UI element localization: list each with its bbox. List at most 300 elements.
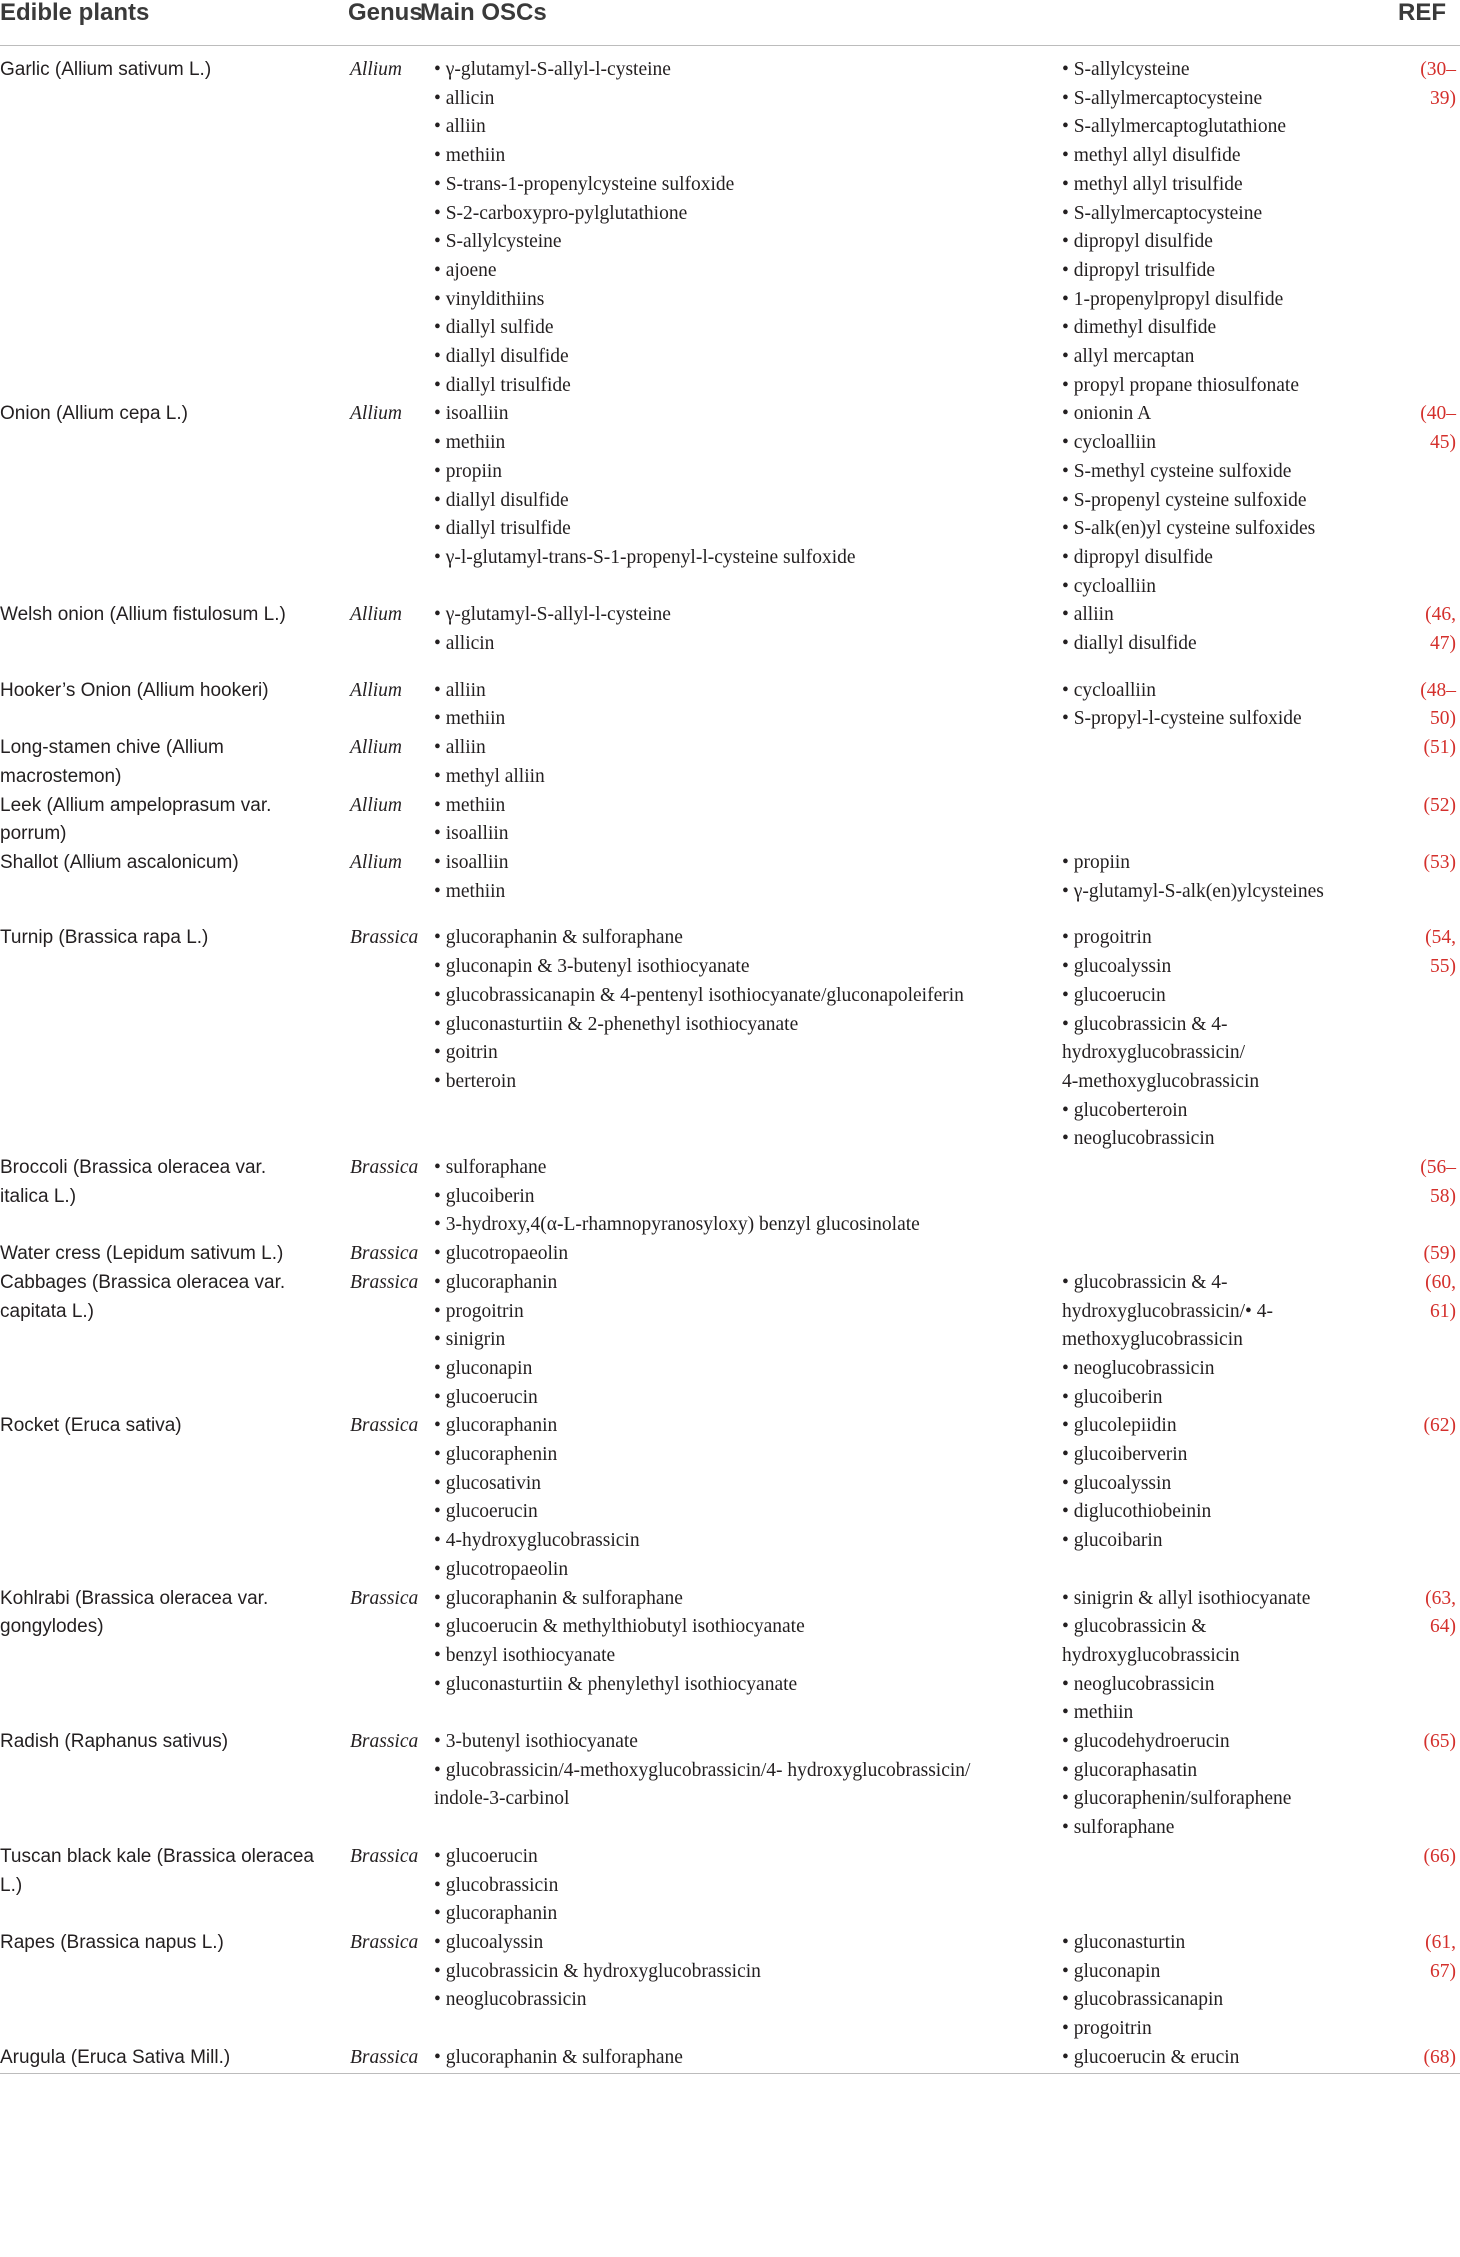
- osc-compound: glucosativin: [445, 1472, 542, 1494]
- osc-item: [434, 1498, 1054, 1527]
- osc-compound: methiin: [445, 880, 506, 902]
- osc-item: [434, 1556, 1054, 1585]
- plant-name: Leek (Allium ampeloprasum var. porrum): [0, 794, 272, 845]
- osc-item: [1062, 1355, 1412, 1384]
- osc-item: [1062, 601, 1412, 630]
- table-row: [0, 2044, 1460, 2073]
- ref-cell: [1412, 792, 1460, 849]
- osc-item: [434, 1154, 1054, 1183]
- osc-compound: dimethyl disulfide: [1073, 317, 1217, 339]
- plant-name-cell: [0, 1728, 348, 1843]
- reference-link[interactable]: (65): [1423, 1731, 1456, 1753]
- osc-item: [1062, 1814, 1412, 1843]
- osc-item: [1062, 1613, 1412, 1670]
- osc-compound: glucoerucin: [445, 1845, 538, 1867]
- osc-compound: glucoiberin: [445, 1185, 535, 1207]
- osc-item: [1062, 400, 1412, 429]
- osc-list: [434, 1929, 1054, 2015]
- osc-list: [1062, 849, 1412, 906]
- osc-item: [1062, 630, 1412, 659]
- osc-list: [1062, 56, 1412, 400]
- osc-compound: diallyl sulfide: [445, 317, 554, 339]
- osc-column-2: [1054, 46, 1412, 400]
- osc-compound: benzyl isothiocyanate: [445, 1644, 616, 1666]
- osc-column-2: [1054, 734, 1412, 791]
- osc-item: [1062, 924, 1412, 953]
- osc-compound: neoglucobrassicin: [445, 1989, 587, 2011]
- plant-name: Radish (Raphanus sativus): [0, 1731, 229, 1753]
- reference-link[interactable]: (40– 45): [1420, 403, 1456, 454]
- reference-link[interactable]: (51): [1423, 737, 1456, 759]
- osc-compound: 1-propenylpropyl disulfide: [1073, 288, 1284, 310]
- osc-item: [434, 487, 1054, 516]
- osc-compound: alliin: [445, 116, 486, 138]
- osc-list: [434, 1412, 1054, 1584]
- osc-list: [434, 677, 1054, 734]
- osc-compound: glucobrassicin & hydroxyglucobrassicin: [1062, 1616, 1240, 1666]
- genus-name: Allium: [350, 737, 402, 759]
- osc-column-2: [1054, 792, 1412, 849]
- osc-list: [434, 1585, 1054, 1700]
- ref-cell: [1412, 1585, 1460, 1729]
- osc-compound: methyl allyl trisulfide: [1073, 173, 1243, 195]
- osc-compound: methyl alliin: [445, 765, 545, 787]
- osc-list: [434, 1269, 1054, 1413]
- osc-item: [1062, 953, 1412, 982]
- osc-item: [434, 286, 1054, 315]
- table-row: [0, 849, 1460, 924]
- table-row: [0, 400, 1460, 601]
- table-row: [0, 677, 1460, 734]
- osc-compound: glucoerucin: [1073, 984, 1166, 1006]
- reference-link[interactable]: (52): [1423, 794, 1456, 816]
- reference-link[interactable]: (62): [1423, 1415, 1456, 1437]
- osc-compound: sinigrin & allyl isothiocyanate: [1073, 1587, 1311, 1609]
- osc-compound: alliin: [445, 679, 486, 701]
- genus-name: Brassica: [350, 1932, 419, 1953]
- osc-column-1: [420, 1843, 1054, 1929]
- osc-compound: diglucothiobeinin: [1073, 1501, 1212, 1523]
- osc-compound: glucobrassicanapin & 4-pentenyl isothiocyanate/gluconapoleiferin: [445, 984, 964, 1006]
- genus-name: Brassica: [350, 927, 419, 949]
- osc-compound: glucoraphanin: [445, 1271, 558, 1293]
- osc-item: [1062, 343, 1412, 372]
- osc-compound: gluconapin: [445, 1357, 533, 1379]
- osc-item: [434, 1900, 1054, 1929]
- osc-item: [434, 1929, 1054, 1958]
- osc-compound: diallyl trisulfide: [445, 518, 571, 540]
- osc-compound: glucoraphanin: [445, 1415, 558, 1437]
- osc-item: [1062, 458, 1412, 487]
- reference-link[interactable]: (61, 67): [1425, 1932, 1456, 1982]
- osc-item: [1062, 1011, 1412, 1097]
- osc-compound: cycloalliin: [1073, 432, 1157, 454]
- osc-item: [434, 878, 1054, 907]
- osc-list: [434, 734, 1054, 791]
- plant-name: Kohlrabi (Brassica oleracea var. gongylodes): [0, 1587, 269, 1638]
- osc-compound: cycloalliin: [1073, 679, 1157, 701]
- osc-item: [434, 705, 1054, 734]
- ref-cell: [1412, 1154, 1460, 1240]
- osc-column-1: [420, 1269, 1054, 1413]
- osc-compound: S-allylmercaptoglutathione: [1073, 116, 1286, 138]
- osc-list: [1062, 924, 1412, 1154]
- osc-column-1: [420, 2044, 1054, 2073]
- osc-item: [1062, 314, 1412, 343]
- osc-item: [434, 1671, 1054, 1700]
- genus-name: Brassica: [350, 1271, 419, 1293]
- table-row: [0, 1728, 1460, 1843]
- osc-compound: glucoalyssin: [445, 1932, 544, 1953]
- ref-cell: [1412, 1240, 1460, 1269]
- osc-item: [1062, 1699, 1412, 1728]
- osc-list: [1062, 1728, 1412, 1843]
- genus-cell: [348, 849, 420, 924]
- osc-item: [434, 1728, 1054, 1757]
- osc-item: [1062, 1498, 1412, 1527]
- reference-link[interactable]: (46, 47): [1425, 604, 1456, 655]
- osc-compound: gluconasturtin: [1073, 1932, 1186, 1953]
- osc-compound: 3-butenyl isothiocyanate: [445, 1731, 638, 1753]
- osc-list: [1062, 1929, 1412, 2044]
- osc-compound: dipropyl trisulfide: [1073, 259, 1216, 281]
- osc-column-1: [420, 1154, 1054, 1240]
- osc-item: [1062, 1527, 1412, 1556]
- osc-item: [434, 400, 1054, 429]
- osc-compound: S-propyl-l-cysteine sulfoxide: [1073, 708, 1302, 730]
- osc-compound: goitrin: [445, 1042, 498, 1064]
- osc-column-1: [420, 1929, 1054, 2044]
- osc-column-2: [1054, 849, 1412, 924]
- osc-item: [1062, 142, 1412, 171]
- osc-compound: propyl propane thiosulfonate: [1073, 374, 1299, 396]
- osc-compound: glucoraphenin/sulforaphene: [1073, 1788, 1292, 1810]
- osc-item: [434, 982, 1054, 1011]
- osc-compound: γ-glutamyl-S-allyl-l-cysteine: [445, 604, 671, 626]
- genus-cell: [348, 1154, 420, 1240]
- table-row: [0, 1240, 1460, 1269]
- plant-name-cell: [0, 792, 348, 849]
- plant-name-cell: [0, 677, 348, 734]
- osc-item: [434, 200, 1054, 229]
- osc-compound: gluconasturtiin & 2-phenethyl isothiocyanate: [445, 1013, 799, 1035]
- osc-column-2: [1054, 677, 1412, 734]
- osc-list: [434, 1843, 1054, 1929]
- osc-item: [1062, 1929, 1412, 1958]
- genus-cell: [348, 792, 420, 849]
- osc-compound: glucoerucin: [445, 1501, 538, 1523]
- osc-compound: glucobrassicanapin: [1073, 1989, 1224, 2011]
- osc-item: [1062, 1986, 1412, 2015]
- osc-compound: allicin: [445, 87, 495, 109]
- osc-compound: glucoerucin & erucin: [1073, 2046, 1240, 2068]
- osc-item: [434, 515, 1054, 544]
- genus-cell: [348, 1269, 420, 1413]
- osc-list: [1062, 601, 1412, 658]
- osc-column-2: [1054, 1843, 1412, 1929]
- osc-compound: glucoerucin: [445, 1386, 538, 1408]
- osc-item: [434, 1585, 1054, 1614]
- table-row: [0, 601, 1460, 676]
- osc-item: [1062, 1125, 1412, 1154]
- osc-compound: propiin: [445, 460, 503, 482]
- osc-column-1: [420, 792, 1054, 849]
- ref-cell: [1412, 1843, 1460, 1929]
- osc-item: [434, 630, 1054, 659]
- osc-compound: diallyl disulfide: [445, 489, 569, 511]
- genus-name: Allium: [350, 59, 402, 80]
- osc-compound: glucoraphanin & sulforaphane: [445, 927, 683, 949]
- osc-column-2: [1054, 924, 1412, 1154]
- osc-list: [434, 849, 1054, 906]
- genus-name: Brassica: [350, 1845, 419, 1867]
- osc-item: [1062, 257, 1412, 286]
- osc-column-2: [1054, 1929, 1412, 2044]
- osc-column-2: [1054, 400, 1412, 601]
- osc-item: [434, 953, 1054, 982]
- osc-item: [1062, 1671, 1412, 1700]
- genus-cell: [348, 1929, 420, 2044]
- table-row: [0, 734, 1460, 791]
- plant-name-cell: [0, 1412, 348, 1584]
- osc-compound: glucoraphasatin: [1073, 1759, 1198, 1781]
- plant-name: Arugula (Eruca Sativa Mill.): [0, 2046, 231, 2068]
- osc-item: [434, 1355, 1054, 1384]
- plant-name: Welsh onion (Allium fistulosum L.): [0, 604, 286, 626]
- ref-cell: [1412, 677, 1460, 734]
- osc-list: [434, 1154, 1054, 1240]
- osc-compound: gluconapin: [1073, 1960, 1161, 1982]
- osc-item: [434, 2044, 1054, 2073]
- osc-item: [1062, 849, 1412, 878]
- osc-compound: neoglucobrassicin: [1073, 1357, 1215, 1379]
- osc-item: [1062, 544, 1412, 573]
- osc-item: [434, 763, 1054, 792]
- plant-name-cell: [0, 1269, 348, 1413]
- genus-cell: [348, 1843, 420, 1929]
- osc-item: [434, 1986, 1054, 2015]
- osc-item: [434, 1470, 1054, 1499]
- osc-compound: S-alk(en)yl cysteine sulfoxides: [1073, 518, 1316, 540]
- plant-name: Water cress (Lepidum sativum L.): [0, 1243, 284, 1265]
- osc-compound: glucobrassicin: [445, 1874, 559, 1896]
- osc-compound: glucotropaeolin: [445, 1558, 569, 1580]
- osc-compound: diallyl disulfide: [1073, 633, 1197, 655]
- reference-link[interactable]: (63, 64): [1425, 1587, 1456, 1638]
- osc-compound: gluconapin & 3-butenyl isothiocyanate: [445, 956, 750, 978]
- osc-list: [434, 400, 1054, 572]
- osc-item: [434, 1613, 1054, 1642]
- osc-list: [434, 924, 1054, 1096]
- osc-column-1: [420, 677, 1054, 734]
- plant-name: Onion (Allium cepa L.): [0, 403, 188, 425]
- osc-compound: S-allylcysteine: [445, 231, 562, 253]
- osc-list: [1062, 1412, 1412, 1556]
- osc-item: [434, 1298, 1054, 1327]
- reference-link[interactable]: (68): [1423, 2046, 1456, 2068]
- osc-compound: methiin: [445, 794, 506, 816]
- osc-compound: sulforaphane: [1073, 1817, 1175, 1839]
- osc-item: [1062, 171, 1412, 200]
- osc-compound: dipropyl disulfide: [1073, 546, 1213, 568]
- osc-compound: 3-hydroxy,4(α-L-rhamnopyranosyloxy) benzyl glucosinolate: [445, 1214, 920, 1236]
- osc-item: [1062, 515, 1412, 544]
- osc-compound: glucoraphanin: [445, 1903, 558, 1925]
- osc-item: [1062, 1384, 1412, 1413]
- osc-compound: glucobrassicin & hydroxyglucobrassicin: [445, 1960, 761, 1982]
- plant-name: Cabbages (Brassica oleracea var. capitata L.): [0, 1271, 286, 1322]
- osc-item: [434, 1843, 1054, 1872]
- osc-column-2: [1054, 1154, 1412, 1240]
- osc-item: [1062, 677, 1412, 706]
- genus-cell: [348, 46, 420, 400]
- genus-cell: [348, 2044, 420, 2073]
- ref-cell: [1412, 46, 1460, 400]
- ref-cell: [1412, 1269, 1460, 1413]
- osc-compound: glucoiberverin: [1073, 1444, 1188, 1466]
- osc-compound: cycloalliin: [1073, 575, 1157, 597]
- osc-compound: glucoerucin & methylthiobutyl isothiocyanate: [445, 1616, 805, 1638]
- genus-name: Allium: [350, 794, 402, 816]
- osc-item: [434, 734, 1054, 763]
- osc-list: [1062, 400, 1412, 601]
- osc-column-1: [420, 849, 1054, 924]
- reference-link[interactable]: (48– 50): [1420, 679, 1456, 730]
- osc-item: [434, 1068, 1054, 1097]
- plant-name: Broccoli (Brassica oleracea var. italica L.): [0, 1157, 267, 1207]
- osc-item: [434, 924, 1054, 953]
- osc-column-2: [1054, 1240, 1412, 1269]
- reference-link[interactable]: (66): [1423, 1845, 1456, 1867]
- reference-link[interactable]: (30– 39): [1420, 59, 1456, 109]
- osc-compound: onionin A: [1073, 403, 1152, 425]
- reference-link[interactable]: (60, 61): [1425, 1271, 1456, 1322]
- genus-name: Allium: [350, 604, 402, 626]
- osc-compound: neoglucobrassicin: [1073, 1128, 1215, 1150]
- osc-item: [1062, 1728, 1412, 1757]
- osc-column-2: [1054, 601, 1412, 676]
- osc-compound: gluconasturtiin & phenylethyl isothiocyanate: [445, 1673, 798, 1695]
- osc-item: [434, 1269, 1054, 1298]
- osc-item: [434, 1326, 1054, 1355]
- osc-item: [1062, 1785, 1412, 1814]
- osc-compound: sinigrin: [445, 1329, 506, 1351]
- osc-item: [434, 1642, 1054, 1671]
- ref-cell: [1412, 849, 1460, 924]
- osc-item: [434, 113, 1054, 142]
- genus-cell: [348, 400, 420, 601]
- genus-name: Brassica: [350, 1415, 419, 1437]
- osc-item: [434, 458, 1054, 487]
- osc-item: [1062, 1585, 1412, 1614]
- reference-link[interactable]: (59): [1423, 1243, 1456, 1265]
- osc-item: [1062, 878, 1412, 907]
- osc-item: [434, 1384, 1054, 1413]
- osc-column-1: [420, 1240, 1054, 1269]
- osc-item: [1062, 2015, 1412, 2044]
- osc-item: [434, 601, 1054, 630]
- ref-cell: [1412, 1728, 1460, 1843]
- table-row: [0, 1929, 1460, 2044]
- osc-compound: glucobrassicin & 4- hydroxyglucobrassicin/ 4-methoxyglucobrassicin: [1062, 1013, 1260, 1092]
- osc-item: [434, 677, 1054, 706]
- osc-compound: berteroin: [445, 1070, 517, 1092]
- ref-cell: [1412, 924, 1460, 1154]
- osc-item: [434, 1757, 1054, 1814]
- genus-name: Allium: [350, 851, 402, 873]
- table-row: [0, 924, 1460, 1154]
- osc-compound: dipropyl disulfide: [1073, 231, 1213, 253]
- plant-name-cell: [0, 2044, 348, 2073]
- genus-name: Brassica: [350, 1587, 419, 1609]
- osc-compound: glucobrassicin & 4- hydroxyglucobrassicin/• 4- methoxyglucobrassicin: [1062, 1271, 1273, 1351]
- osc-compound: glucoalyssin: [1073, 956, 1172, 978]
- osc-compound: glucotropaeolin: [445, 1243, 569, 1265]
- osc-item: [1062, 113, 1412, 142]
- plant-name-cell: [0, 734, 348, 791]
- plant-name-cell: [0, 924, 348, 1154]
- osc-item: [434, 1039, 1054, 1068]
- osc-item: [434, 56, 1054, 85]
- osc-item: [1062, 1958, 1412, 1987]
- osc-list: [434, 1240, 1054, 1269]
- reference-link[interactable]: (56– 58): [1420, 1157, 1456, 1207]
- plant-name: Hooker’s Onion (Allium hookeri): [0, 679, 269, 701]
- osc-item: [434, 1958, 1054, 1987]
- osc-item: [1062, 286, 1412, 315]
- osc-item: [1062, 56, 1412, 85]
- plant-name-cell: [0, 1929, 348, 2044]
- genus-name: Brassica: [350, 2046, 419, 2068]
- osc-column-1: [420, 601, 1054, 676]
- osc-item: [1062, 228, 1412, 257]
- ref-cell: [1412, 1929, 1460, 2044]
- osc-item: [434, 228, 1054, 257]
- genus-cell: [348, 734, 420, 791]
- osc-item: [1062, 982, 1412, 1011]
- reference-link[interactable]: (54, 55): [1425, 927, 1456, 978]
- osc-item: [434, 257, 1054, 286]
- ref-cell: [1412, 601, 1460, 676]
- osc-list: [434, 2044, 1054, 2073]
- osc-item: [434, 792, 1054, 821]
- ref-cell: [1412, 400, 1460, 601]
- osc-list: [434, 792, 1054, 849]
- osc-item: [434, 1183, 1054, 1212]
- osc-item: [434, 314, 1054, 343]
- osc-compound: propiin: [1073, 851, 1131, 873]
- osc-compound: vinyldithiins: [445, 288, 545, 310]
- osc-column-1: [420, 46, 1054, 400]
- genus-cell: [348, 1728, 420, 1843]
- table-row: [0, 1843, 1460, 1929]
- osc-item: [434, 429, 1054, 458]
- osc-compound: glucoberteroin: [1073, 1099, 1188, 1121]
- osc-item: [1062, 372, 1412, 401]
- osc-column-2: [1054, 1585, 1412, 1729]
- osc-compound: S-allylmercaptocysteine: [1073, 87, 1263, 109]
- osc-column-1: [420, 734, 1054, 791]
- reference-link[interactable]: (53): [1423, 851, 1456, 873]
- osc-item: [434, 1011, 1054, 1040]
- osc-item: [1062, 705, 1412, 734]
- table-row: [0, 792, 1460, 849]
- genus-cell: [348, 601, 420, 676]
- table-row: [0, 1154, 1460, 1240]
- osc-compound: allyl mercaptan: [1073, 346, 1195, 368]
- osc-compound: S-allylcysteine: [1073, 59, 1190, 80]
- genus-name: Brassica: [350, 1243, 419, 1265]
